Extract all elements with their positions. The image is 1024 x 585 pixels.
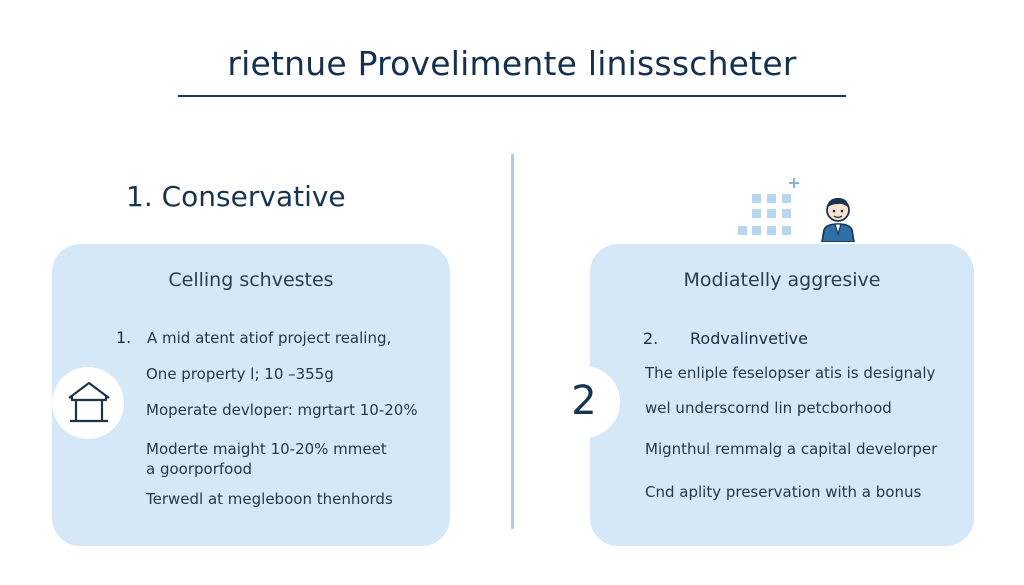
left-line-2: One property l; 10 –355g <box>146 365 334 383</box>
page-title: rietnue Provelimente linissscheter <box>227 44 797 83</box>
right-card <box>590 244 974 546</box>
house-icon <box>66 379 112 425</box>
left-line-4: Moderte maight 10-20% mmeet <box>146 440 387 458</box>
right-card-number: 2. <box>643 329 659 348</box>
right-line-4: Cnd aplity preservation with a bonus <box>645 483 922 501</box>
left-card-number: 1. <box>116 328 132 347</box>
right-line-1: The enliple feselopser atis is designaly <box>645 364 936 382</box>
center-divider <box>511 154 514 529</box>
left-line-3: Moperate devloper: mgrtart 10-20% <box>146 401 418 419</box>
left-line-1: A mid atent atiof project realing, <box>147 329 392 347</box>
right-line-2: wel underscornd lin petcborhood <box>645 399 892 417</box>
right-card-title: Modiatelly aggresive <box>683 269 881 291</box>
right-line-3: Mignthul remmalg a capital develorper <box>645 440 938 458</box>
left-line-5: a goorporfood <box>146 460 253 478</box>
left-card-title: Celling schvestes <box>168 269 334 291</box>
right-circle-number: 2 <box>571 378 597 424</box>
left-line-6: Terwedl at meglebοon thenhords <box>146 490 393 508</box>
building-grid-icon <box>736 176 804 238</box>
left-heading: 1. Conservative <box>126 180 346 213</box>
person-icon <box>818 194 858 242</box>
right-number-circle <box>548 366 620 438</box>
title-underline <box>178 95 846 97</box>
right-subheading: Rodvalinvetive <box>690 329 808 348</box>
left-icon-circle <box>52 367 124 439</box>
